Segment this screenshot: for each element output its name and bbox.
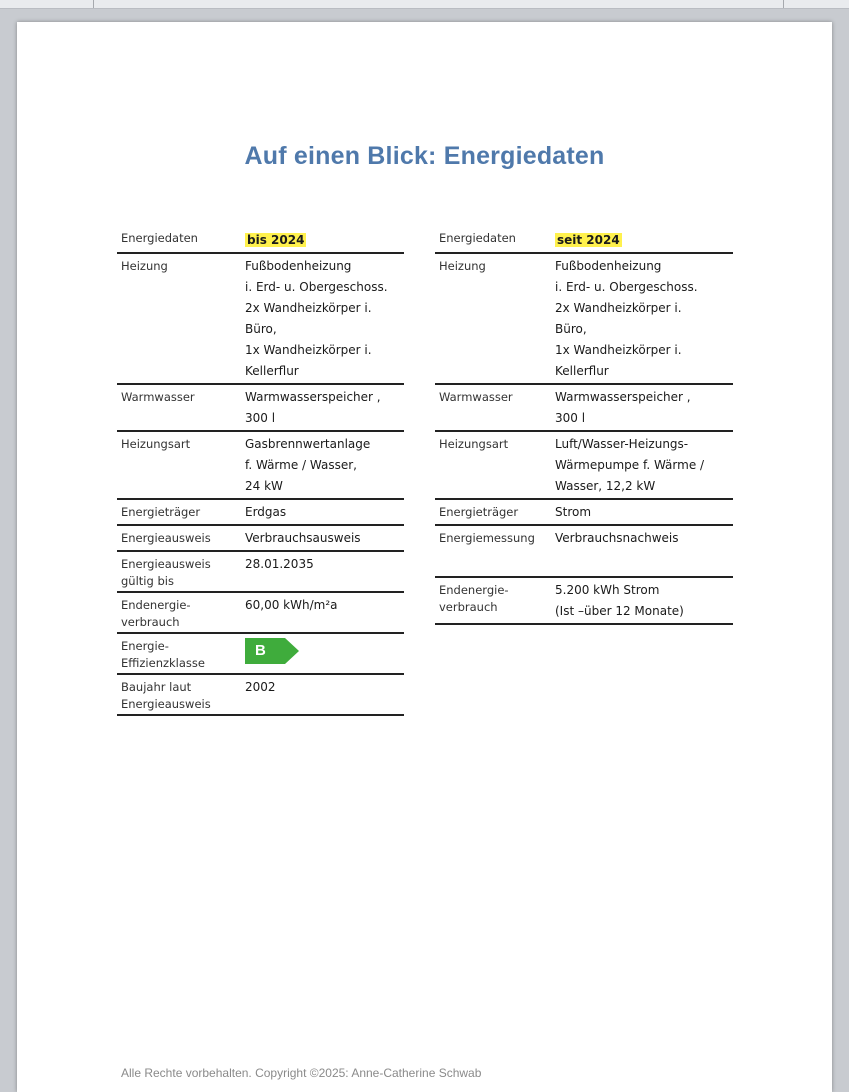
- row-value: 5.200 kWh Strom (Ist –über 12 Monate): [551, 577, 733, 624]
- row-label: Heizung: [435, 253, 551, 384]
- row-value: 28.01.2035: [241, 551, 404, 592]
- row-value: Warmwasserspeicher , 300 l: [241, 384, 404, 431]
- table-row: [435, 384, 733, 431]
- table-row: [117, 384, 404, 431]
- energy-table-until-2024: [117, 227, 404, 716]
- year-highlight: seit 2024: [557, 233, 620, 247]
- row-label: Warmwasser: [117, 384, 241, 431]
- row-label: Endenergie- verbrauch: [435, 577, 551, 624]
- year-highlight: bis 2024: [247, 233, 305, 247]
- table-row: [435, 525, 733, 550]
- header-value: [551, 227, 733, 253]
- row-value: Verbrauchsausweis: [241, 525, 404, 551]
- table-row: [117, 592, 404, 633]
- table-row: [117, 674, 404, 715]
- table-row: [435, 431, 733, 499]
- row-label: Heizungsart: [117, 431, 241, 499]
- row-value: Luft/Wasser-Heizungs- Wärmepumpe f. Wärme / Wasser, 12,2 kW: [551, 431, 733, 499]
- efficiency-class-badge: B: [245, 638, 285, 664]
- table-header-row: [117, 227, 404, 253]
- ruler-tick: [93, 0, 94, 8]
- row-label: Heizung: [117, 253, 241, 384]
- table-row: [117, 253, 404, 384]
- ruler-bar: [0, 0, 849, 9]
- row-value: Gasbrennwertanlage f. Wärme / Wasser, 24 kW: [241, 431, 404, 499]
- spacer-cell: [435, 550, 551, 577]
- table-row: [435, 253, 733, 384]
- row-label: Energieträger: [117, 499, 241, 525]
- row-label: Warmwasser: [435, 384, 551, 431]
- row-value: Fußbodenheizung i. Erd- u. Obergeschoss. 2x Wandheizkörper i. Büro, 1x Wandheizkörper i. Kellerflur: [241, 253, 404, 384]
- row-value: Erdgas: [241, 499, 404, 525]
- row-value: Verbrauchsnachweis: [555, 531, 679, 545]
- table-row: [117, 525, 404, 551]
- table-row: [117, 499, 404, 525]
- row-value: [241, 633, 404, 674]
- page-title: Auf einen Blick: Energiedaten: [244, 142, 605, 170]
- table-row: [435, 577, 733, 624]
- row-label: Energieträger: [435, 499, 551, 525]
- table-row: [117, 633, 404, 674]
- row-label: Energieausweis gültig bis: [117, 551, 241, 592]
- header-value: [241, 227, 404, 253]
- row-value: Fußbodenheizung i. Erd- u. Obergeschoss. 2x Wandheizkörper i. Büro, 1x Wandheizkörper i. Kellerflur: [551, 253, 733, 384]
- ruler-tick: [783, 0, 784, 8]
- row-value: 60,00 kWh/m²a: [241, 592, 404, 633]
- row-label: Baujahr laut Energieausweis: [117, 674, 241, 715]
- table-spacer-row: [435, 550, 733, 577]
- row-label: Energie- Effizienzklasse: [117, 633, 241, 674]
- spacer-cell: [551, 550, 733, 577]
- table-row: [117, 551, 404, 592]
- energy-table-since-2024: [435, 227, 733, 625]
- header-label: Energiedaten: [117, 227, 241, 253]
- row-label: Endenergie- verbrauch: [117, 592, 241, 633]
- table-row: [117, 431, 404, 499]
- row-value: 2002: [241, 674, 404, 715]
- document-page: [17, 22, 832, 1092]
- row-value: Warmwasserspeicher , 300 l: [551, 384, 733, 431]
- row-label: Energiemessung: [439, 531, 535, 545]
- header-label: Energiedaten: [435, 227, 551, 253]
- copyright-footer: Alle Rechte vorbehalten. Copyright ©2025: Anne-Catherine Schwab: [121, 1066, 482, 1080]
- row-value: Strom: [551, 499, 733, 525]
- table-row: [435, 499, 733, 525]
- table-header-row: [435, 227, 733, 253]
- row-label: Energieausweis: [117, 525, 241, 551]
- row-label: Heizungsart: [435, 431, 551, 499]
